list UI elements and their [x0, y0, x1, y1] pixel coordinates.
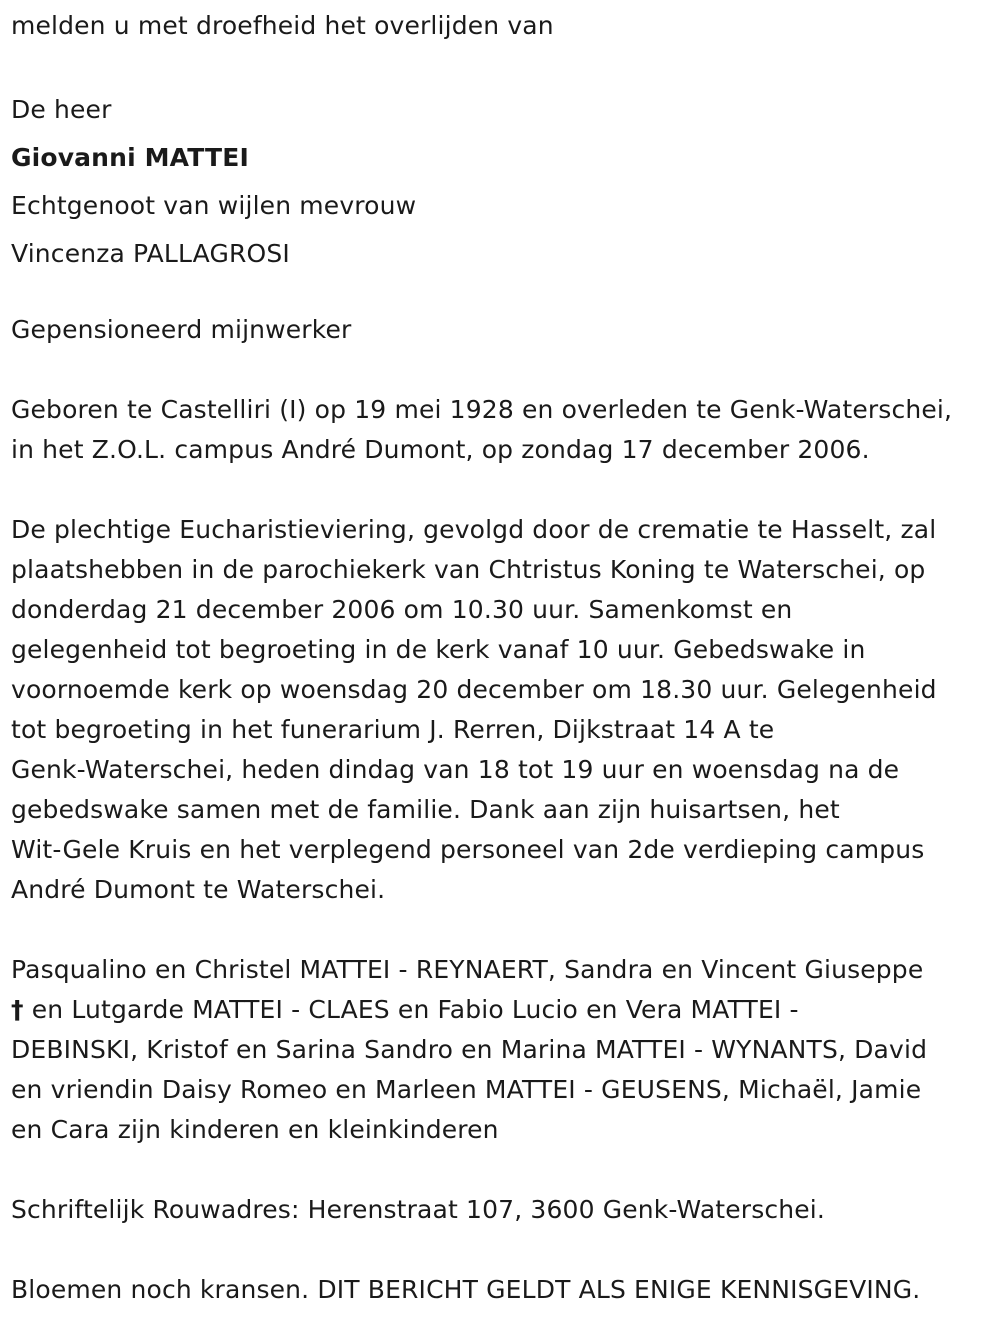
- closing-notice: Bloemen noch kransen. DIT BERICHT GELDT ALS ENIGE KENNISGEVING.: [11, 1275, 921, 1304]
- ceremony-line: gelegenheid tot begroeting in de kerk vanaf 10 uur. Gebedswake in: [11, 635, 866, 664]
- spacer: [11, 46, 996, 86]
- obituary-notice: [11, 6, 996, 1310]
- family-line: en Cara zijn kinderen en kleinkinderen: [11, 1115, 499, 1144]
- ceremony-line: gebedswake samen met de familie. Dank aan zijn huisartsen, het: [11, 795, 840, 824]
- mourning-address: Schriftelijk Rouwadres: Herenstraat 107, 3600 Genk-Waterschei.: [11, 1195, 825, 1224]
- intro-text: melden u met droefheid het overlijden van: [11, 11, 554, 40]
- title-prefix: De heer: [11, 95, 112, 124]
- spacer: [11, 1150, 996, 1190]
- ceremony-line: André Dumont te Waterschei.: [11, 875, 386, 904]
- family-line: en vriendin Daisy Romeo en Marleen MATTEI - GEUSENS, Michaël, Jamie: [11, 1075, 922, 1104]
- spacer: [11, 910, 996, 950]
- ceremony-line: Wit-Gele Kruis en het verplegend personeel van 2de verdieping campus: [11, 835, 925, 864]
- ceremony-line: De plechtige Eucharistieviering, gevolgd door de crematie te Hasselt, zal: [11, 515, 937, 544]
- spacer: [11, 278, 996, 310]
- family-line: DEBINSKI, Kristof en Sarina Sandro en Marina MATTEI - WYNANTS, David: [11, 1035, 928, 1064]
- spacer: [11, 470, 996, 510]
- spacer: [11, 1230, 996, 1270]
- spouse-line-1: Echtgenoot van wijlen mevrouw: [11, 191, 417, 220]
- ceremony-line: donderdag 21 december 2006 om 10.30 uur. Samenkomst en: [11, 595, 793, 624]
- ceremony-line: plaatshebben in de parochiekerk van Chtristus Koning te Waterschei, op: [11, 555, 926, 584]
- spacer: [11, 350, 996, 390]
- ceremony-line: voornoemde kerk op woensdag 20 december om 18.30 uur. Gelegenheid: [11, 675, 937, 704]
- spouse-line-2: Vincenza PALLAGROSI: [11, 239, 290, 268]
- cross-icon: †: [11, 995, 24, 1024]
- birth-line: in het Z.O.L. campus André Dumont, op zondag 17 december 2006.: [11, 435, 870, 464]
- occupation: Gepensioneerd mijnwerker: [11, 315, 352, 344]
- deceased-name: Giovanni MATTEI: [11, 143, 249, 172]
- ceremony-line: Genk-Waterschei, heden dindag van 18 tot 19 uur en woensdag na de: [11, 755, 900, 784]
- family-line: Pasqualino en Christel MATTEI - REYNAERT, Sandra en Vincent Giuseppe: [11, 955, 924, 984]
- family-paragraph: [11, 950, 996, 1150]
- family-line-text: en Lutgarde MATTEI - CLAES en Fabio Lucio en Vera MATTEI -: [23, 995, 799, 1024]
- birth-line: Geboren te Castelliri (I) op 19 mei 1928 en overleden te Genk-Waterschei,: [11, 395, 953, 424]
- birth-paragraph: [11, 390, 996, 470]
- ceremony-line: tot begroeting in het funerarium J. Rerren, Dijkstraat 14 A te: [11, 715, 775, 744]
- ceremony-paragraph: [11, 510, 996, 910]
- family-line: [11, 990, 996, 1030]
